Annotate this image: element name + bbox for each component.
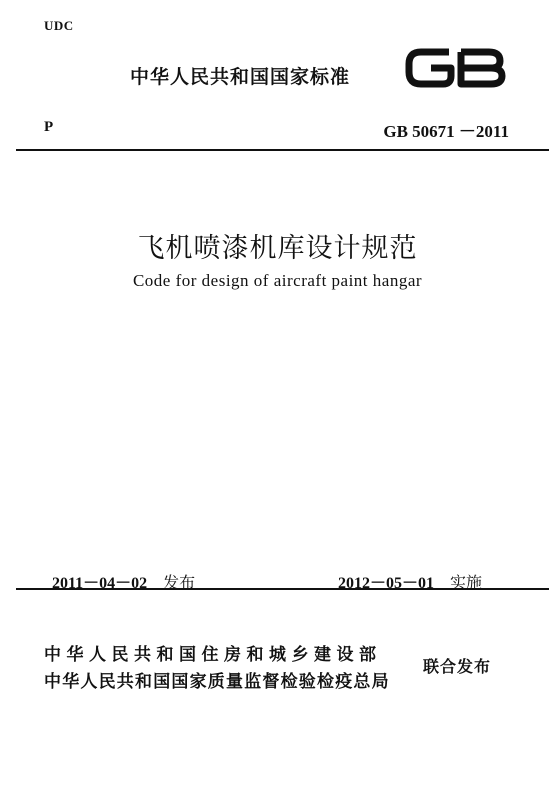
- joint-publish-label: 联合发布: [423, 657, 492, 676]
- top-divider: [16, 149, 549, 151]
- standard-number: GB 50671 －2011: [383, 122, 509, 141]
- bottom-divider: [16, 588, 549, 590]
- publisher-ministry: 中华人民共和国住房和城乡建设部: [44, 645, 382, 665]
- title-english: Code for design of aircraft paint hangar: [132, 271, 423, 290]
- title-chinese: 飞机喷漆机库设计规范: [137, 233, 418, 264]
- publisher-aqsiq: 中华人民共和国国家质量监督检验检疫总局: [44, 672, 390, 692]
- effective-label: 实施: [450, 573, 483, 592]
- effective-date: 2012－05－01: [338, 575, 435, 592]
- issue-date: 2011－04－02: [52, 575, 148, 592]
- gb-logo: [403, 44, 507, 92]
- udc-label: UDC: [44, 18, 74, 33]
- standard-organization: 中华人民共和国国家标准: [130, 66, 351, 88]
- issue-label: 发布: [163, 573, 196, 592]
- effective-date-row: [330, 552, 482, 593]
- issue-date-row: [44, 552, 195, 593]
- category-code: P: [44, 119, 54, 135]
